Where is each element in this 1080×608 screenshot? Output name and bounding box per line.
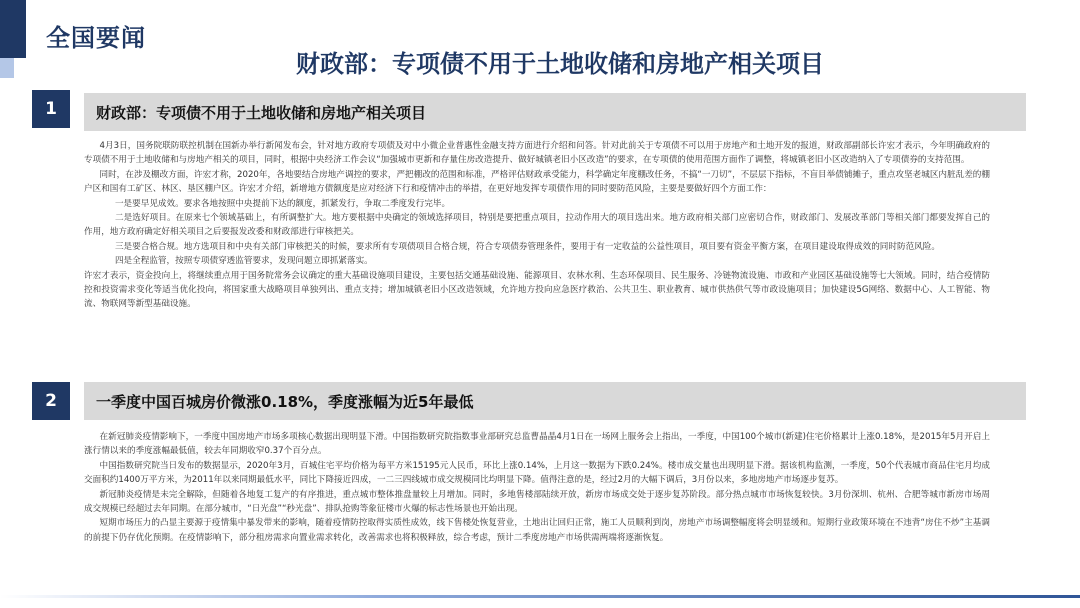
paragraph: 许宏才表示，资金投向上，将继续重点用于国务院常务会议确定的重大基础设施项目建设，主要包括交通基础设施、能源项目、农林水利、生态环保项目、民生服务、冷链物流设施、市政和产业园区基础设施等七大领域。同时，结合疫情防控和投资需求变化等适当优化投向，将国家重大战略项目单独列出、重点支持；增加城镇老旧小区改造领域，允许地方投向应急医疗救治、公共卫生、职业教育、城市供热供气等市政设施项目；加快建设5G网络、数据中心、人工智能、物流、物联网等新型基础设施。 bbox=[84, 270, 990, 310]
paragraph: 4月3日，国务院联防联控机制在国新办举行新闻发布会，针对地方政府专项债及对中小微企业普惠性金融支持方面进行介绍和问答。针对此前关于专项债不可以用于房地产和土地开发的报道，财政部副部长许宏才表示，今年明确政府的专项债不用于土地收储和与房地产相关的项目，同时，根据中央经济工作会议“加强城市更新和存量住房改造提升、做好城镇老旧小区改造”的要求，在专项债的使用范围方面作了调整，将城镇老旧小区改造纳入了专项债券的支持范围。 bbox=[84, 141, 990, 166]
section-heading-1: 财政部：专项债不用于土地收储和房地产相关项目 bbox=[84, 93, 1026, 131]
section-number-1: 1 bbox=[32, 90, 70, 128]
paragraph: 二是选好项目。在原来七个领域基础上，有所调整扩大。地方要根据中央确定的领域选择项目，特别是要把重点项目，拉动作用大的项目选出来。地方政府相关部门应密切合作，财政部门、发展改革部门等相关部门都要发挥自己的作用，地方政府确定好相关项目之后要报发改委和财政部进行审核把关。 bbox=[84, 213, 990, 238]
section-body-1 bbox=[84, 139, 990, 312]
paragraph: 新冠肺炎疫情是未完全解除，但随着各地复工复产的有序推进，重点城市整体推盘量较上月增加。同时，多地售楼部陆续开放，新房市场成交处于逐步复苏阶段。部分热点城市市场恢复较快。3月份深圳、杭州、合肥等城市新房市场周成交规模已经超过去年同期。在部分城市，“日光盘”“秒光盘”、排队抢购等象征楼市火爆的标志性场景也开始出现。 bbox=[84, 489, 990, 515]
section-number-2: 2 bbox=[32, 382, 70, 420]
paragraph: 在新冠肺炎疫情影响下，一季度中国房地产市场多项核心数据出现明显下滑。中国指数研究院指数事业部研究总监曹晶晶4月1日在一场网上服务会上指出，一季度，中国100个城市(新建)住宅价格累计上涨0.18%，是2015年5月开启上涨行情以来的季度涨幅最低值，较去年同期收窄0.37个百分点。 bbox=[84, 432, 990, 457]
section-body-2 bbox=[84, 430, 990, 545]
paragraph: 短期市场压力的凸显主要源于疫情集中暴发带来的影响，随着疫情防控取得实质性成效，线下售楼处恢复营业，土地出让回归正常，施工人员顺利到岗，房地产市场调整幅度将会明显缓和。短期行业政策环境在不违背“房住不炒”主基调的前提下仍存优化预期。在疫情影响下，部分租房需求向置业需求转化，改善需求也将积极释放，综合考虑，预计二季度房地产市场供需两端将逐渐恢复。 bbox=[84, 518, 990, 543]
paragraph: 中国指数研究院当日发布的数据显示，2020年3月，百城住宅平均价格为每平方米15195元人民币，环比上涨0.14%，上月这一数据为下跌0.24%。楼市成交量也出现明显下滑。据该机构监测，一季度，50个代表城市商品住宅月均成交面积约1400万平方米，为2011年以来同期最低水平，同比下降接近四成，一二三四线城市成交规模同比均明显下降。值得注意的是，经过2月的大幅下调后，3月份以来，多地房地产市场逐步复苏。 bbox=[84, 460, 990, 486]
paragraph: 三是要合格合规。地方选项目和中央有关部门审核把关的时候，要求所有专项债项目合格合规，符合专项债券管理条件，要用于有一定收益的公益性项目，项目要有资金平衡方案，在项目建设取得成效的同时防范风险。 bbox=[114, 241, 940, 252]
paragraph: 一是要早见成效。要求各地按照中央提前下达的额度，抓紧发行，争取二季度发行完毕。 bbox=[114, 198, 451, 209]
paragraph: 四是全程监管，按照专项债穿透监管要求，发现问题立即抓紧落实。 bbox=[114, 256, 373, 267]
header-title: 全国要闻 bbox=[46, 24, 146, 52]
section-heading-2: 一季度中国百城房价微涨0.18%，季度涨幅为近5年最低 bbox=[84, 382, 1026, 420]
footer-gradient-line bbox=[0, 595, 1080, 598]
page-title: 财政部：专项债不用于土地收储和房地产相关项目 bbox=[296, 50, 824, 78]
paragraph: 同时，在涉及棚改方面，许宏才称，2020年，各地要结合房地产调控的要求，严把棚改的范围和标准，严格评估财政承受能力，科学确定年度棚改任务，不搞“一刀切”，不层层下指标，不盲目举债铺摊子，重点攻坚老城区内脏乱差的棚户区和国有工矿区、林区、垦区棚户区。许宏才介绍，新增地方债额度是应对经济下行和疫情冲击的举措，在更好地发挥专项债作用的同时要防范风险，主要是要做好四个方面工作： bbox=[84, 169, 990, 195]
